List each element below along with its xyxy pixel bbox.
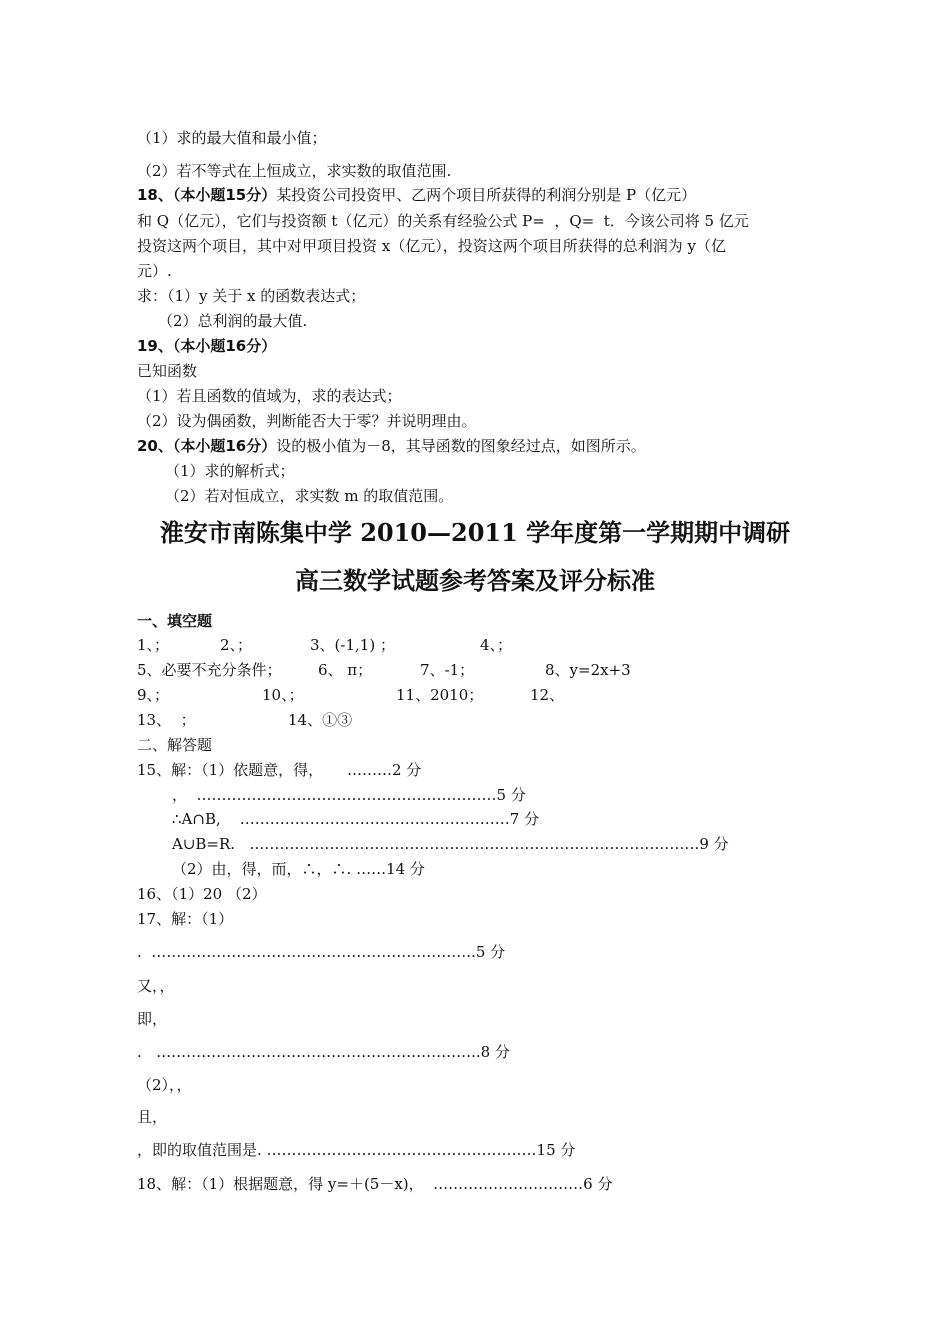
answer-5: 5、必要不充分条件； (137, 661, 282, 679)
answer-14: 14、①③ (288, 711, 353, 729)
question-19-heading: 19、（本小题16分） (137, 337, 277, 355)
solution-line: 又，， (137, 977, 175, 995)
answer-1: 1、； (137, 636, 170, 654)
solution-line: 16、（1）20 （2） (137, 885, 267, 903)
solution-line: 即， (137, 1010, 168, 1028)
text-line: （2）设为偶函数，判断能否大于零？并说明理由。 (137, 412, 477, 430)
text-line: （1）求的最大值和最小值； (137, 129, 327, 147)
text-line: 求：（1）y 关于 x 的函数表达式； (137, 287, 366, 305)
question-text: 设的极小值为－8，其导函数的图象经过点，如图所示。 (276, 437, 646, 455)
answer-7: 7、-1； (420, 661, 475, 679)
answer-8: 8、y=2x+3 (545, 661, 631, 679)
document-subtitle: 高三数学试题参考答案及评分标准 (295, 566, 655, 595)
solution-line: 17、解：（1） (137, 910, 234, 928)
answer-13: 13、 ； (137, 711, 196, 729)
question-20-heading (137, 437, 646, 455)
text-line: （2）若不等式在上恒成立，求实数的取值范围. (137, 162, 452, 180)
solution-line: （2），， (137, 1076, 192, 1094)
section-heading-fill-in: 一、填空题 (137, 612, 213, 630)
section-heading-solutions: 二、解答题 (137, 736, 213, 754)
answer-3: 3、(-1,1) ； (310, 636, 395, 654)
answer-4: 4、； (480, 636, 513, 654)
solution-line: 且， (137, 1108, 168, 1126)
question-18-heading (137, 186, 696, 204)
question-number: 20、（本小题16分） (137, 437, 277, 455)
question-text: 某投资公司投资甲、乙两个项目所获得的利润分别是 P（亿元） (276, 186, 697, 204)
question-number: 18、（本小题15分） (137, 186, 277, 204)
solution-line: 18、解：（1）根据题意，得 y=＋(5－x)， …………………………6 分 (137, 1175, 613, 1193)
answer-12: 12、 (530, 686, 565, 704)
text-line: 投资这两个项目，其中对甲项目投资 x（亿元），投资这两个项目所获得的总利润为 y（亿 (137, 237, 726, 255)
answer-2: 2、； (220, 636, 253, 654)
text-line: （2）若对恒成立，求实数 m 的取值范围。 (165, 487, 454, 505)
solution-line: . ………………………………………………………..5 分 (137, 943, 506, 961)
solution-line: . ………………………………………………………..8 分 (137, 1043, 510, 1061)
answer-10: 10、； (262, 686, 304, 704)
solution-line: ∴A∩B, ………………………………………………7 分 (172, 810, 540, 828)
solution-line: 15、解：（1）依题意，得， ………2 分 (137, 761, 422, 779)
text-line: 和 Q（亿元），它们与投资额 t（亿元）的关系有经验公式 P= ，Q= t．今该公司将 5 亿元 (137, 212, 749, 230)
answer-9: 9、； (137, 686, 170, 704)
text-line: （1）若且函数的值域为，求的表达式； (137, 387, 402, 405)
solution-line: ，即的取值范围是. ………………………………………………15 分 (137, 1141, 576, 1159)
answer-11: 11、2010； (396, 686, 484, 704)
solution-line: （2）由，得，而，∴，∴. ……14 分 (172, 860, 425, 878)
document-title: 淮安市南陈集中学 2010—2011 学年度第一学期期中调研 (159, 518, 791, 547)
text-line: 元）. (137, 262, 172, 280)
text-line: （2）总利润的最大值. (158, 312, 308, 330)
solution-line: A∪B=R. ………………………………………………………………………………9 分 (172, 835, 729, 853)
solution-line: ， ……………………………………………………5 分 (172, 786, 526, 804)
text-line: （1）求的解析式； (165, 462, 295, 480)
text-line: 已知函数 (137, 362, 198, 380)
answer-6: 6、 π； (318, 661, 373, 679)
